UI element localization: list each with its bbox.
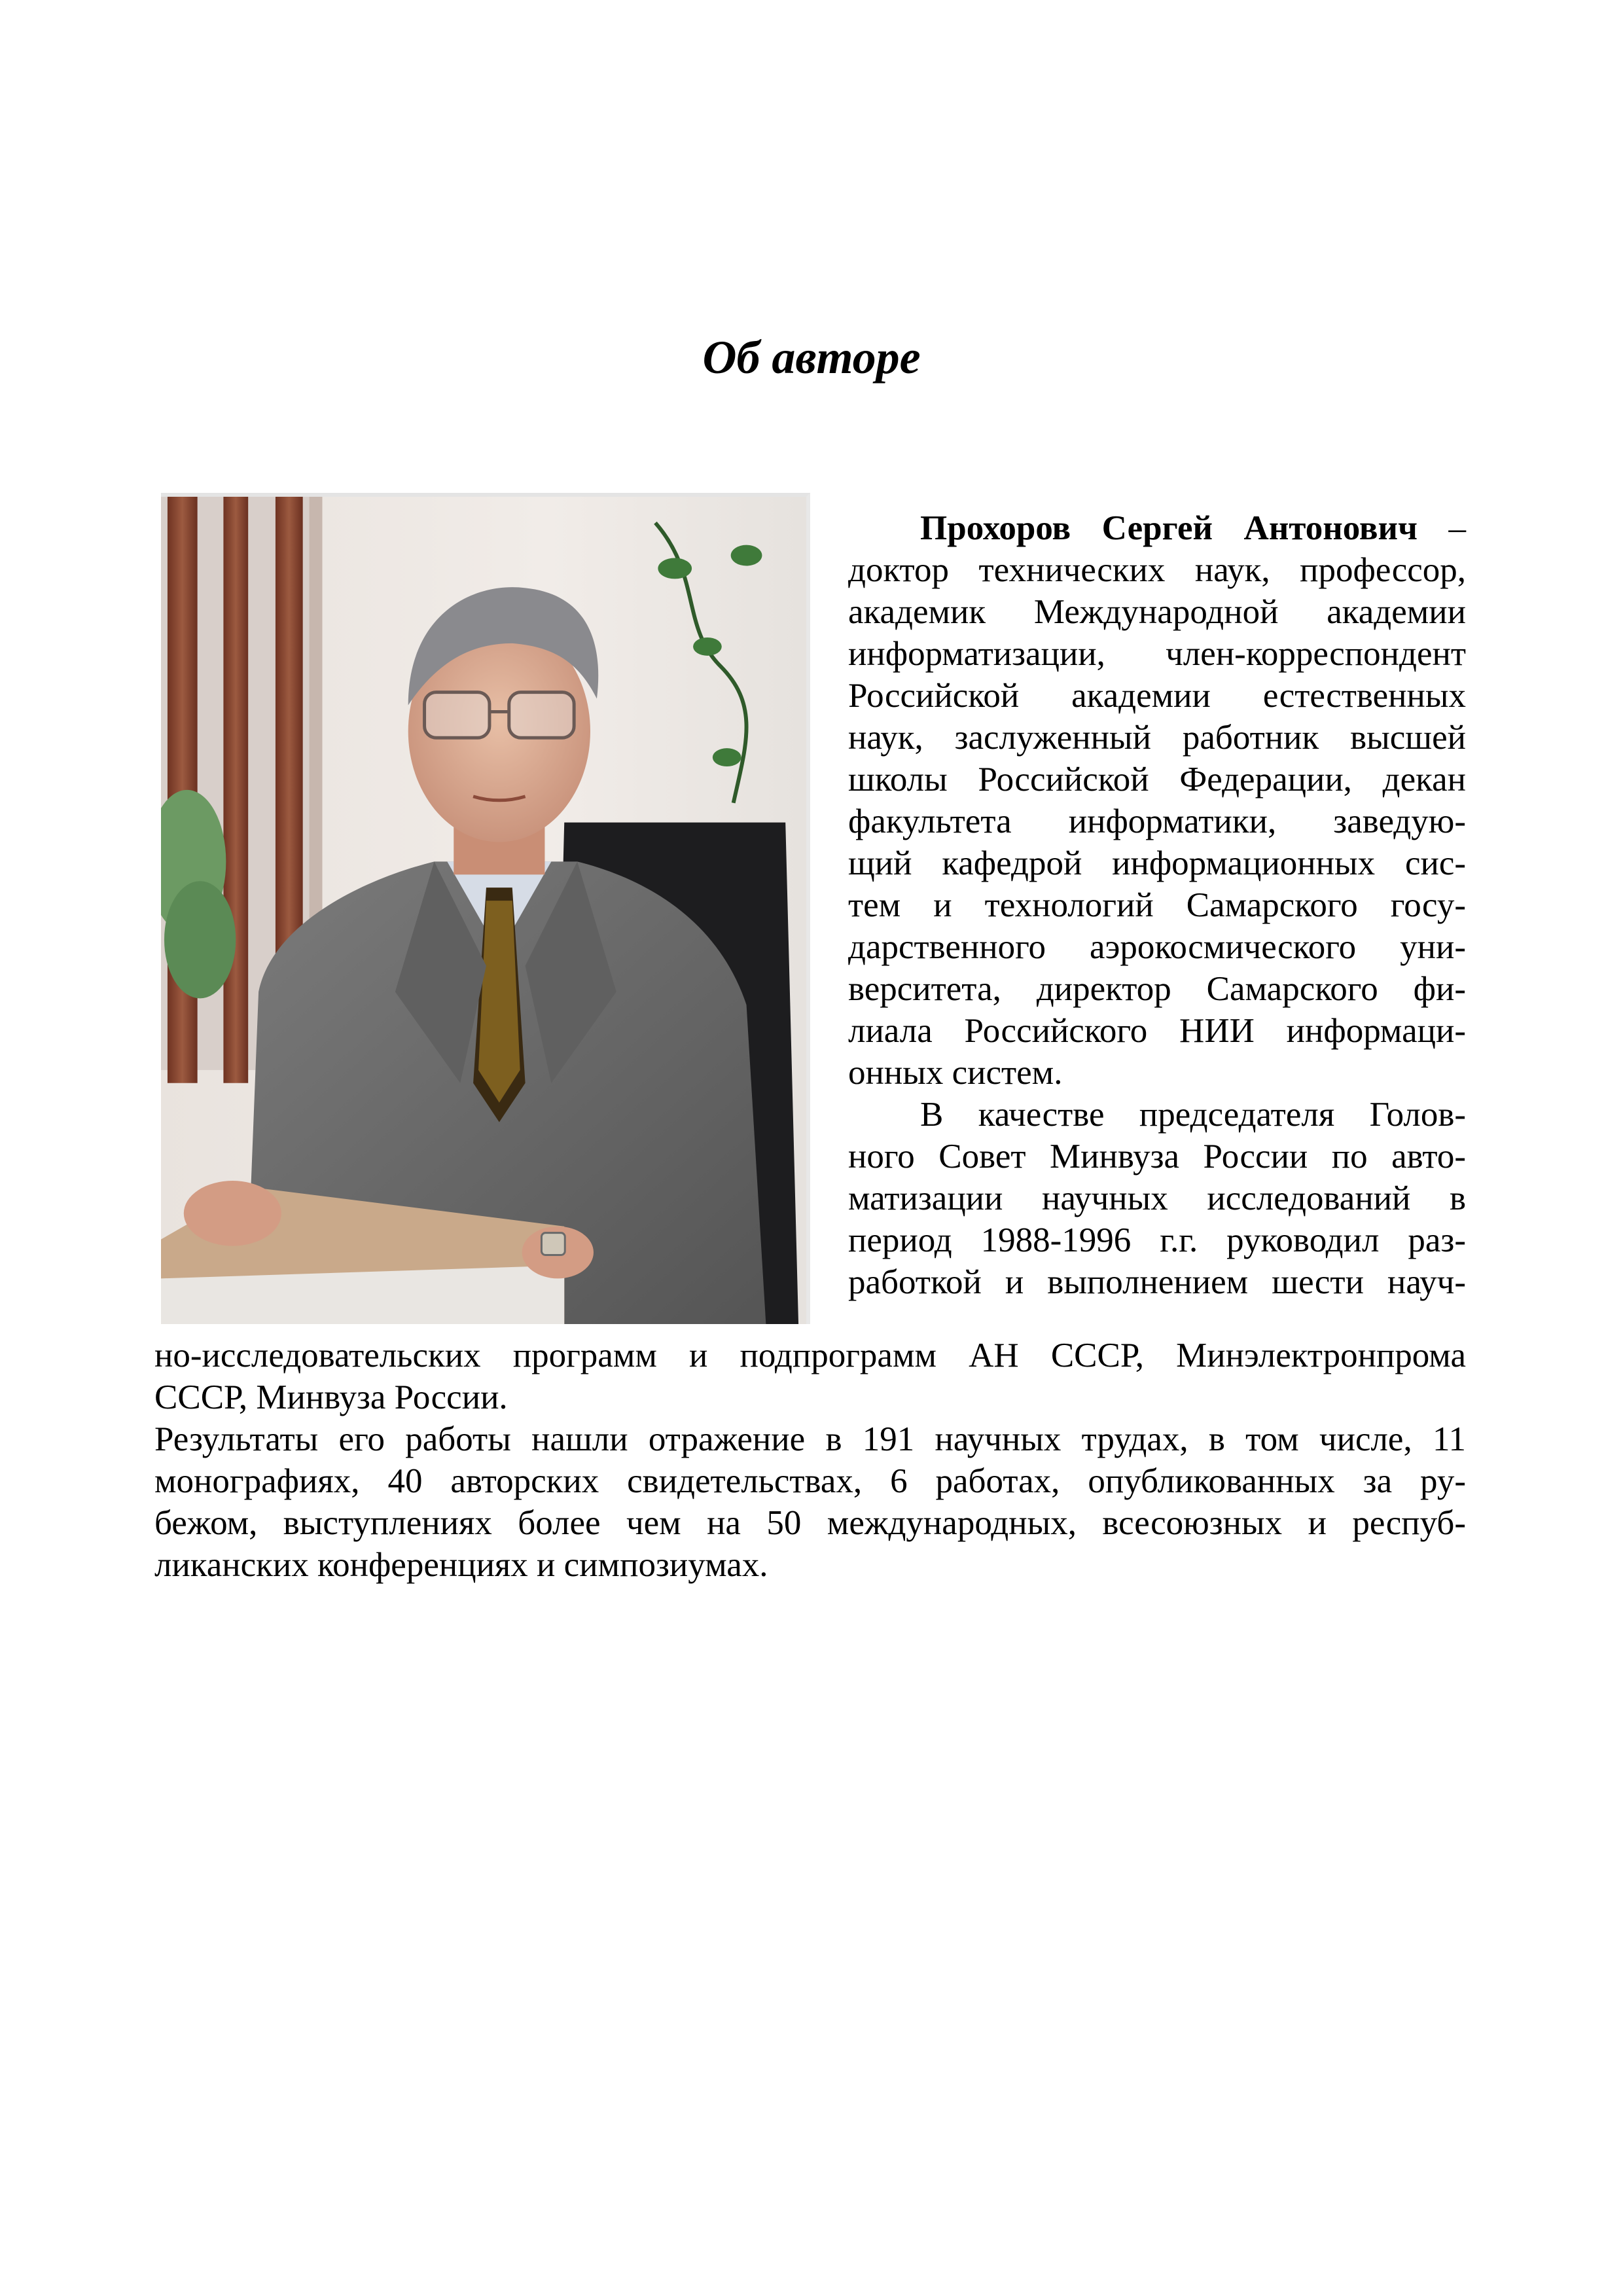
bio-line: лиала Российского НИИ информаци- (848, 1012, 1466, 1050)
results-line: монографиях, 40 авторских свидетельствах, 6 работах, опубликованных за ру- (154, 1462, 1466, 1500)
author-dash: – (1448, 509, 1466, 547)
bio-line: щий кафедрой информационных сис- (848, 844, 1466, 882)
bio-line: академик Международной академии (848, 593, 1466, 631)
bio-line: наук, заслуженный работник высшей (848, 719, 1466, 757)
portrait-illustration (161, 497, 806, 1324)
full-width-text (154, 1335, 1466, 1586)
bio-line: дарственного аэрокосмического уни- (848, 928, 1466, 966)
activity-continued-line: но-исследовательских программ и подпрограмм АН СССР, Минэлектронпрома (154, 1336, 1466, 1374)
page-title: Об авторе (702, 331, 921, 384)
activity-line: период 1988-1996 г.г. руководил раз- (848, 1221, 1466, 1259)
activity-continued-line: СССР, Минвуза России. (154, 1378, 508, 1416)
author-portrait-photo (161, 493, 810, 1324)
bio-line: информатизации, член-корреспондент (848, 635, 1466, 673)
bio-line: факультета информатики, заведую- (848, 802, 1466, 840)
activity-line: ного Совет Минвуза России по авто- (848, 1138, 1466, 1175)
results-line: ликанских конференциях и симпозиумах. (154, 1546, 768, 1584)
bio-line: доктор технических наук, профессор, (848, 551, 1466, 589)
bio-line: тем и технологий Самарского госу- (848, 886, 1466, 924)
author-bio (848, 507, 1466, 1303)
author-name: Прохоров Сергей Антонович (920, 509, 1418, 547)
activity-line: матизации научных исследований в (848, 1179, 1466, 1217)
activity-line-text: В качестве председателя Голов- (920, 1096, 1466, 1134)
results-line: бежом, выступлениях более чем на 50 международных, всесоюзных и респуб- (154, 1504, 1466, 1542)
bio-line: школы Российской Федерации, декан (848, 761, 1466, 798)
bio-line: верситета, директор Самарского фи- (848, 970, 1466, 1008)
bio-line: онных систем. (848, 1054, 1063, 1092)
results-line: Результаты его работы нашли отражение в 191 научных трудах, в том числе, 11 (154, 1420, 1466, 1458)
author-heading-line (848, 507, 1466, 549)
activity-line-first (848, 1094, 1466, 1136)
bio-line: Российской академии естественных (848, 677, 1466, 715)
activity-line: работкой и выполнением шести науч- (848, 1263, 1466, 1301)
